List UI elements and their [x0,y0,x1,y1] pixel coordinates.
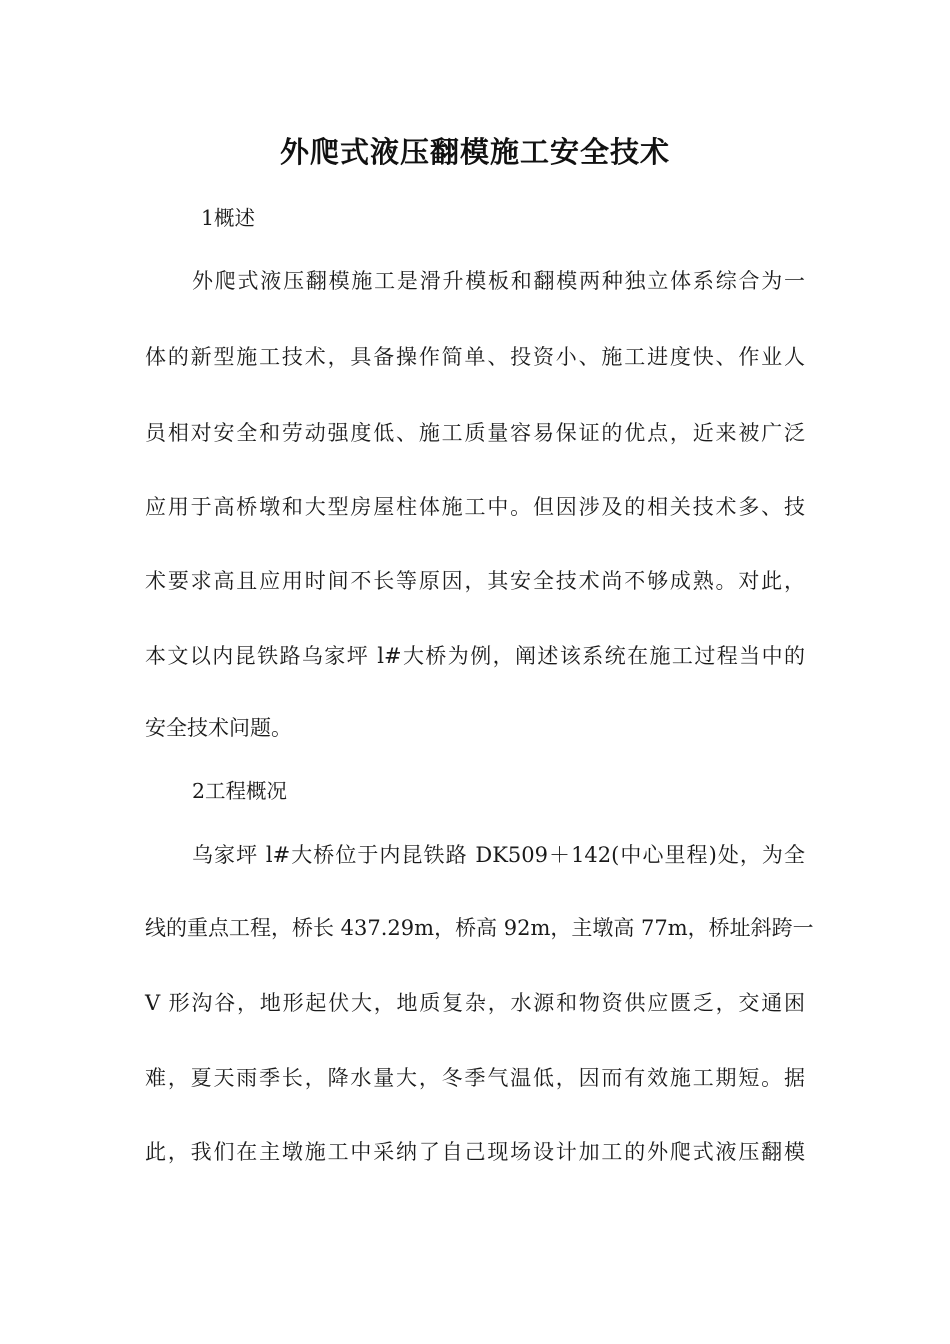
paragraph-line: 本文以内昆铁路乌家坪 l#大桥为例，阐述该系统在施工过程当中的 [145,644,805,668]
section-heading-overview: 1概述 [201,206,256,230]
document-title: 外爬式液压翻模施工安全技术 [279,135,670,169]
paragraph-line: 此，我们在主墩施工中采纳了自己现场设计加工的外爬式液压翻模 [145,1140,805,1164]
paragraph-line: 线的重点工程，桥长 437.29m，桥高 92m，主墩高 77m，桥址斜跨一 [145,916,814,940]
paragraph-line: V 形沟谷，地形起伏大，地质复杂，水源和物资供应匮乏，交通困 [145,991,805,1015]
paragraph-line: 体的新型施工技术，具备操作简单、投资小、施工进度快、作业人 [145,345,805,369]
paragraph-line: 安全技术问题。 [145,716,292,740]
section-heading-project-overview: 2工程概况 [192,779,288,803]
paragraph-line: 术要求高且应用时间不长等原因，其安全技术尚不够成熟。对此， [145,569,805,593]
paragraph-line: 应用于高桥墩和大型房屋柱体施工中。但因涉及的相关技术多、技 [145,495,805,519]
paragraph-line: 外爬式液压翻模施工是滑升模板和翻模两种独立体系综合为一 [192,269,805,293]
paragraph-line: 员相对安全和劳动强度低、施工质量容易保证的优点，近来被广泛 [145,421,805,445]
paragraph-line: 难，夏天雨季长，降水量大，冬季气温低，因而有效施工期短。据 [145,1066,805,1090]
paragraph-line: 乌家坪 l#大桥位于内昆铁路 DK509＋142(中心里程)处，为全 [192,843,805,867]
